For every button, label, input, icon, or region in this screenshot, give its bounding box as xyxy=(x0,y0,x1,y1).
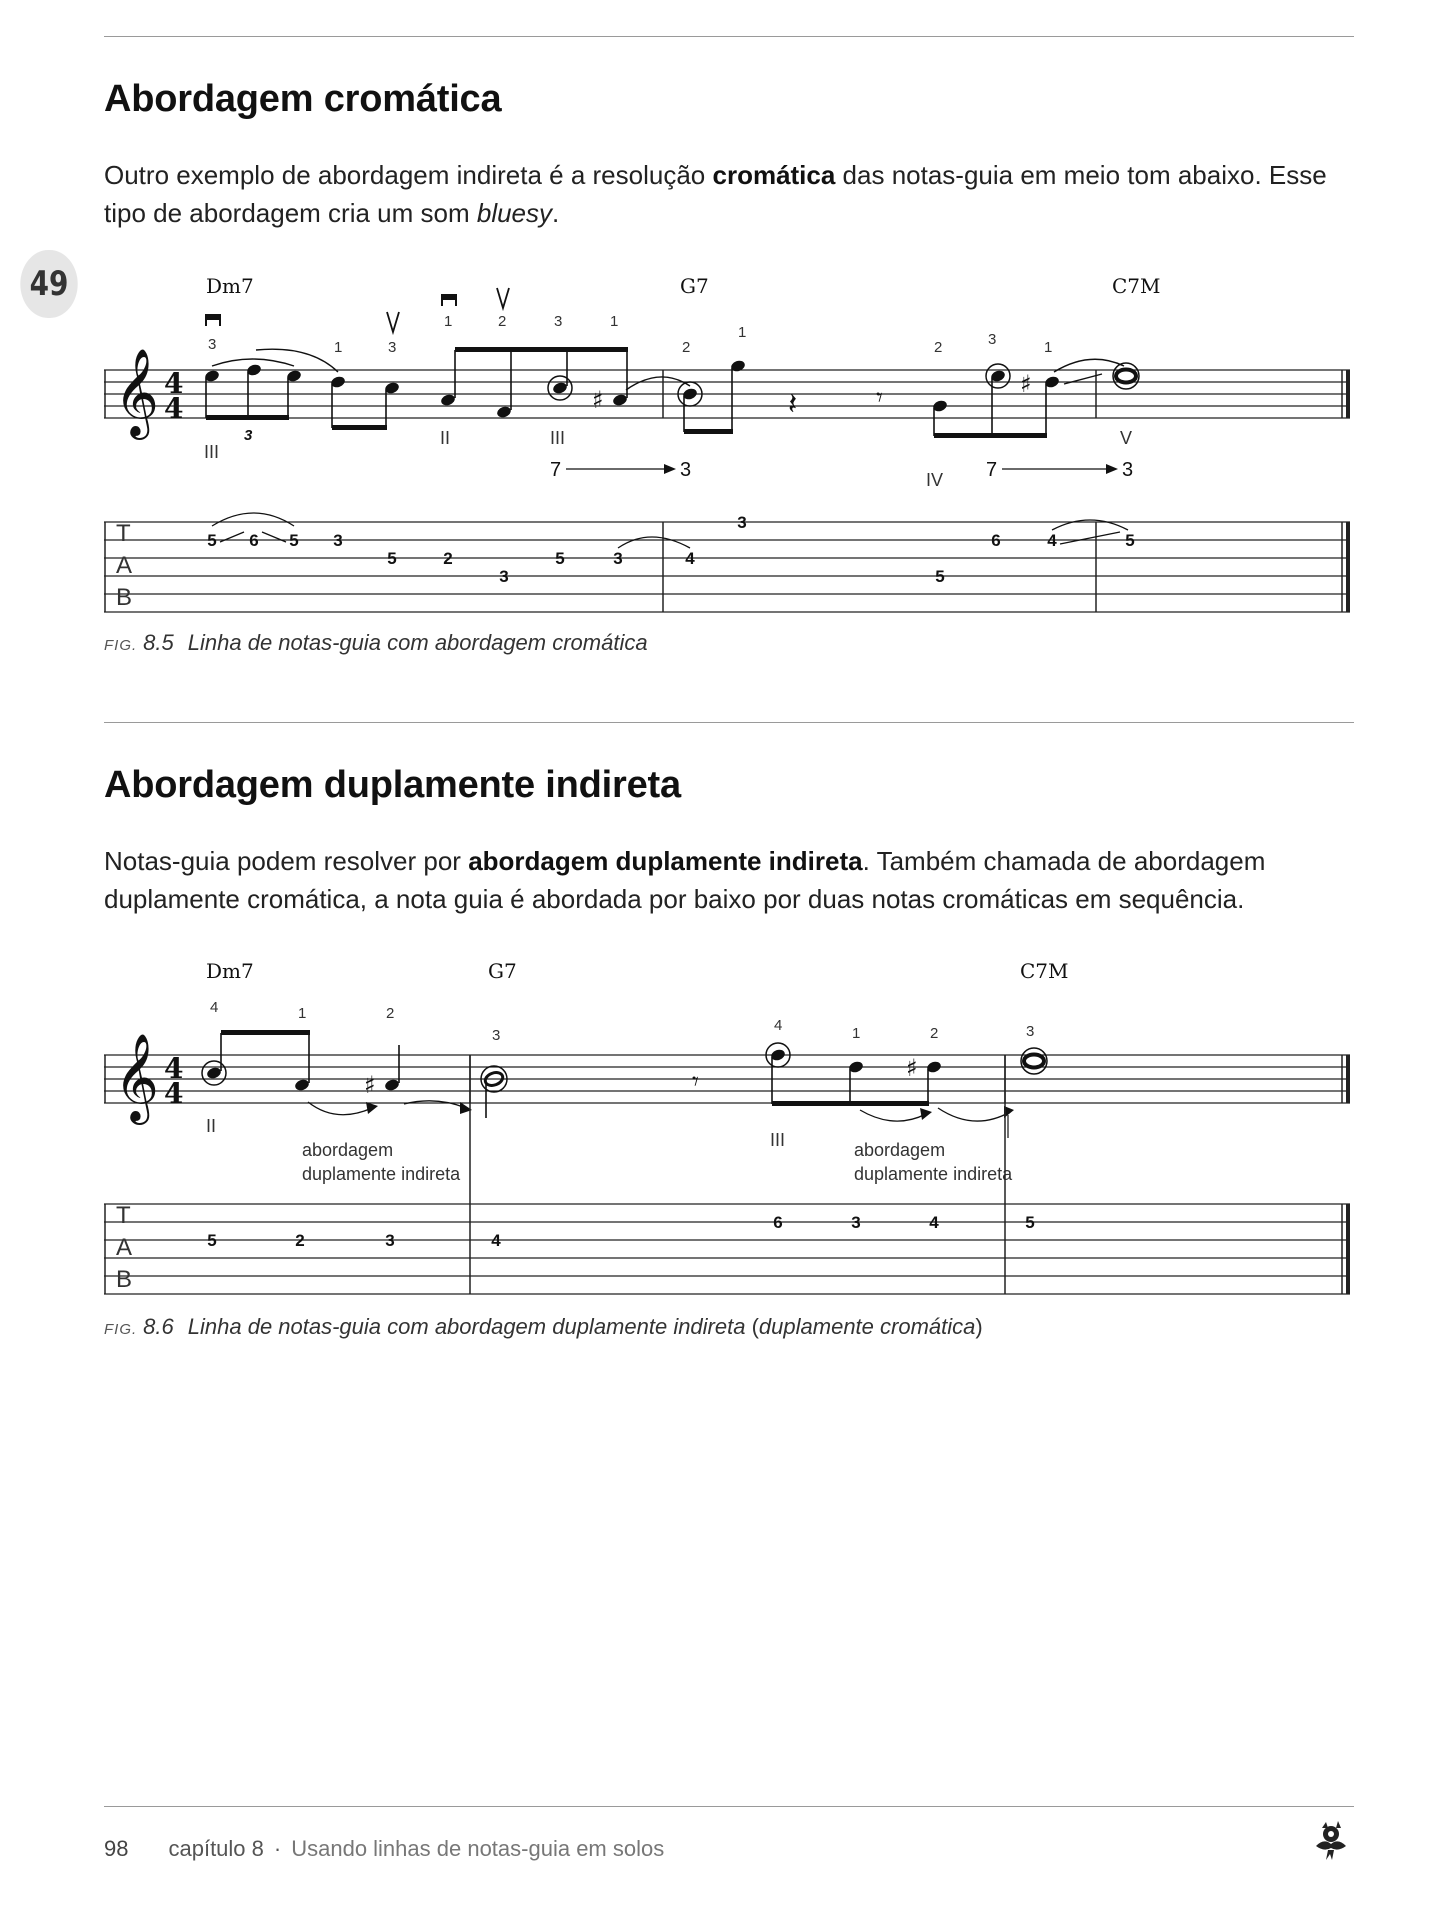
music-figure-8-6 xyxy=(0,950,1445,1300)
tab-fret-number: 5 xyxy=(935,567,945,586)
note-group-four-eighths xyxy=(440,347,690,419)
fingering-number: 3 xyxy=(388,339,397,356)
tab-fret-number: 5 xyxy=(387,549,397,568)
fingering-number: 1 xyxy=(298,1005,307,1022)
para-italic: bluesy xyxy=(476,198,553,228)
note-group-measure-1 xyxy=(202,1030,400,1099)
tab-letter: A xyxy=(116,1234,133,1261)
position-marker: II xyxy=(440,428,451,448)
chapter-topic: Usando linhas de notas-guia em solos xyxy=(291,1836,665,1861)
treble-clef-icon: 𝄞 xyxy=(114,347,159,436)
music-figure-8-5 xyxy=(0,260,1445,620)
fingering-number: 4 xyxy=(210,999,219,1016)
section-heading-cromatica: Abordagem cromática xyxy=(104,78,502,120)
figure-tag: FIG. xyxy=(104,637,138,654)
figure-caption-paren: ) xyxy=(975,1314,983,1339)
fingering-number: 2 xyxy=(934,339,943,356)
time-signature-top: 4 xyxy=(164,367,184,400)
tab-fret-number: 6 xyxy=(991,531,1001,550)
whole-note xyxy=(1008,1048,1047,1138)
section-paragraph-cromatica xyxy=(104,156,1364,232)
tab-fret-number: 3 xyxy=(499,567,509,586)
section-paragraph-duplamente-indireta xyxy=(104,842,1364,918)
figure-number: 8.5 xyxy=(143,630,174,655)
figure-caption-text: duplamente cromática xyxy=(758,1314,976,1339)
chord-symbol: C7M xyxy=(1112,274,1161,298)
figure-caption-paren: ( xyxy=(751,1314,759,1339)
page-footer xyxy=(104,1836,664,1862)
tab-fret-number: 5 xyxy=(207,531,217,550)
whole-note xyxy=(1113,363,1139,389)
tab-letter: B xyxy=(116,1266,133,1293)
tab-fret-number: 4 xyxy=(685,549,695,568)
position-marker: V xyxy=(1120,428,1133,448)
para-text: Outro exemplo de abordagem indireta é a resolução xyxy=(104,160,713,190)
para-text: das notas-guia em meio tom abaixo. Esse tipo de abordagem cria um som xyxy=(104,160,1327,228)
position-marker: II xyxy=(206,1116,217,1136)
chord-symbol: C7M xyxy=(1020,959,1069,983)
treble-clef-icon: 𝄞 xyxy=(114,1032,159,1121)
footer-rule xyxy=(104,1806,1354,1807)
fingering-number: 1 xyxy=(610,313,619,330)
tab-fret-number: 3 xyxy=(613,549,623,568)
figure-number: 8.6 xyxy=(143,1314,174,1339)
tab-fret-number: 4 xyxy=(929,1213,939,1232)
shift-label: 3 xyxy=(680,459,692,481)
sharp-icon: ♯ xyxy=(364,1071,376,1099)
triplet-number: 3 xyxy=(244,427,253,444)
tab-fret-number: 3 xyxy=(851,1213,861,1232)
approach-annotation: abordagem xyxy=(854,1140,946,1160)
sharp-icon: ♯ xyxy=(1020,370,1032,398)
time-signature-bottom: 4 xyxy=(164,392,184,425)
sharp-icon: ♯ xyxy=(906,1054,918,1082)
note-group-triplet xyxy=(204,359,303,444)
fingering-number: 1 xyxy=(444,313,453,330)
para-text: Notas-guia podem resolver por xyxy=(104,846,469,876)
sharp-icon: ♯ xyxy=(592,386,604,414)
tab-fret-number: 2 xyxy=(443,549,453,568)
position-marker: III xyxy=(550,428,566,448)
page-number: 98 xyxy=(104,1836,129,1861)
para-text: . xyxy=(552,198,560,228)
fingering-number: 2 xyxy=(930,1025,939,1042)
tab-fret-number: 6 xyxy=(773,1213,783,1232)
page-tab-badge: 49 xyxy=(20,250,77,318)
staff-lines xyxy=(104,1055,1350,1103)
tab-fret-number: 3 xyxy=(385,1231,395,1250)
eighth-rest-icon: 𝄾 xyxy=(876,383,883,413)
section-heading-duplamente-indireta: Abordagem duplamente indireta xyxy=(104,764,681,806)
para-text: . Também chamada de abordagem duplamente cromática, a nota guia é abordada por baixo por duas notas cromáticas em sequência. xyxy=(104,846,1266,914)
figure-caption-text: Linha de notas-guia com abordagem duplamente indireta xyxy=(187,1314,752,1339)
figure-caption-text: Linha de notas-guia com abordagem cromática xyxy=(187,630,648,655)
position-marker: IV xyxy=(926,470,944,490)
tab-fret-number: 4 xyxy=(1047,531,1057,550)
shift-arrow-icon xyxy=(1002,464,1118,474)
tab-fret-number: 3 xyxy=(333,531,343,550)
footer-separator: · xyxy=(273,1836,282,1861)
fingering-number: 1 xyxy=(1044,339,1053,356)
chord-symbol: Dm7 xyxy=(206,274,254,298)
section-rule xyxy=(104,722,1354,723)
figure-caption-8-5 xyxy=(104,630,648,656)
fingering-number: 1 xyxy=(738,324,747,341)
fingering-number: 3 xyxy=(1026,1023,1035,1040)
fingering-number: 3 xyxy=(554,313,563,330)
tab-fret-number: 5 xyxy=(207,1231,217,1250)
down-stroke-icon xyxy=(206,315,220,326)
note-group-measure-2 xyxy=(678,359,1124,438)
shift-label: 7 xyxy=(550,459,562,481)
approach-annotation: abordagem xyxy=(302,1140,394,1160)
tab-fret-number: 6 xyxy=(249,531,259,550)
chord-symbol: G7 xyxy=(680,274,709,298)
top-rule xyxy=(104,36,1354,37)
tab-letter: B xyxy=(116,584,133,611)
down-stroke-icon xyxy=(442,295,456,306)
tab-fret-number: 4 xyxy=(491,1231,501,1250)
chord-symbol: G7 xyxy=(488,959,517,983)
fingering-number: 3 xyxy=(208,336,217,353)
position-marker: III xyxy=(770,1130,786,1150)
shift-arrow-icon xyxy=(566,464,676,474)
up-stroke-icon xyxy=(387,312,399,332)
tab-fret-number: 3 xyxy=(737,513,747,532)
approach-annotation: duplamente indireta xyxy=(854,1164,1013,1184)
figure-tag: FIG. xyxy=(104,1321,138,1338)
publisher-logo-icon xyxy=(1308,1818,1354,1864)
tab-fret-number: 2 xyxy=(295,1231,305,1250)
approach-annotation: duplamente indireta xyxy=(302,1164,461,1184)
fingering-number: 4 xyxy=(774,1017,783,1034)
tab-letter: T xyxy=(116,520,131,547)
shift-label: 3 xyxy=(1122,459,1134,481)
tab-fret-number: 5 xyxy=(289,531,299,550)
tab-fret-number: 5 xyxy=(1025,1213,1035,1232)
para-bold: abordagem duplamente indireta xyxy=(468,846,863,876)
tab-fret-number: 5 xyxy=(1125,531,1135,550)
eighth-rest-icon: 𝄾 xyxy=(692,1067,699,1097)
fingering-number: 3 xyxy=(988,331,997,348)
figure-caption-8-6 xyxy=(104,1314,983,1340)
chapter-label: capítulo 8 xyxy=(168,1836,264,1861)
position-marker: III xyxy=(204,442,220,462)
quarter-rest-icon: 𝄽 xyxy=(788,387,798,422)
half-note xyxy=(481,1043,942,1118)
fingering-number: 2 xyxy=(498,313,507,330)
fingering-number: 2 xyxy=(386,1005,395,1022)
time-signature-bottom: 4 xyxy=(164,1077,184,1110)
fingering-number: 1 xyxy=(334,339,343,356)
tab-letter: T xyxy=(116,1202,131,1229)
up-stroke-icon xyxy=(497,288,509,308)
tab-letter: A xyxy=(116,552,133,579)
fingering-number: 2 xyxy=(682,339,691,356)
tab-fret-number: 5 xyxy=(555,549,565,568)
fingering-number: 3 xyxy=(492,1027,501,1044)
fingering-number: 1 xyxy=(852,1025,861,1042)
time-signature-top: 4 xyxy=(164,1052,184,1085)
chord-symbol: Dm7 xyxy=(206,959,254,983)
para-bold: cromática xyxy=(712,160,836,190)
shift-label: 7 xyxy=(986,459,998,481)
